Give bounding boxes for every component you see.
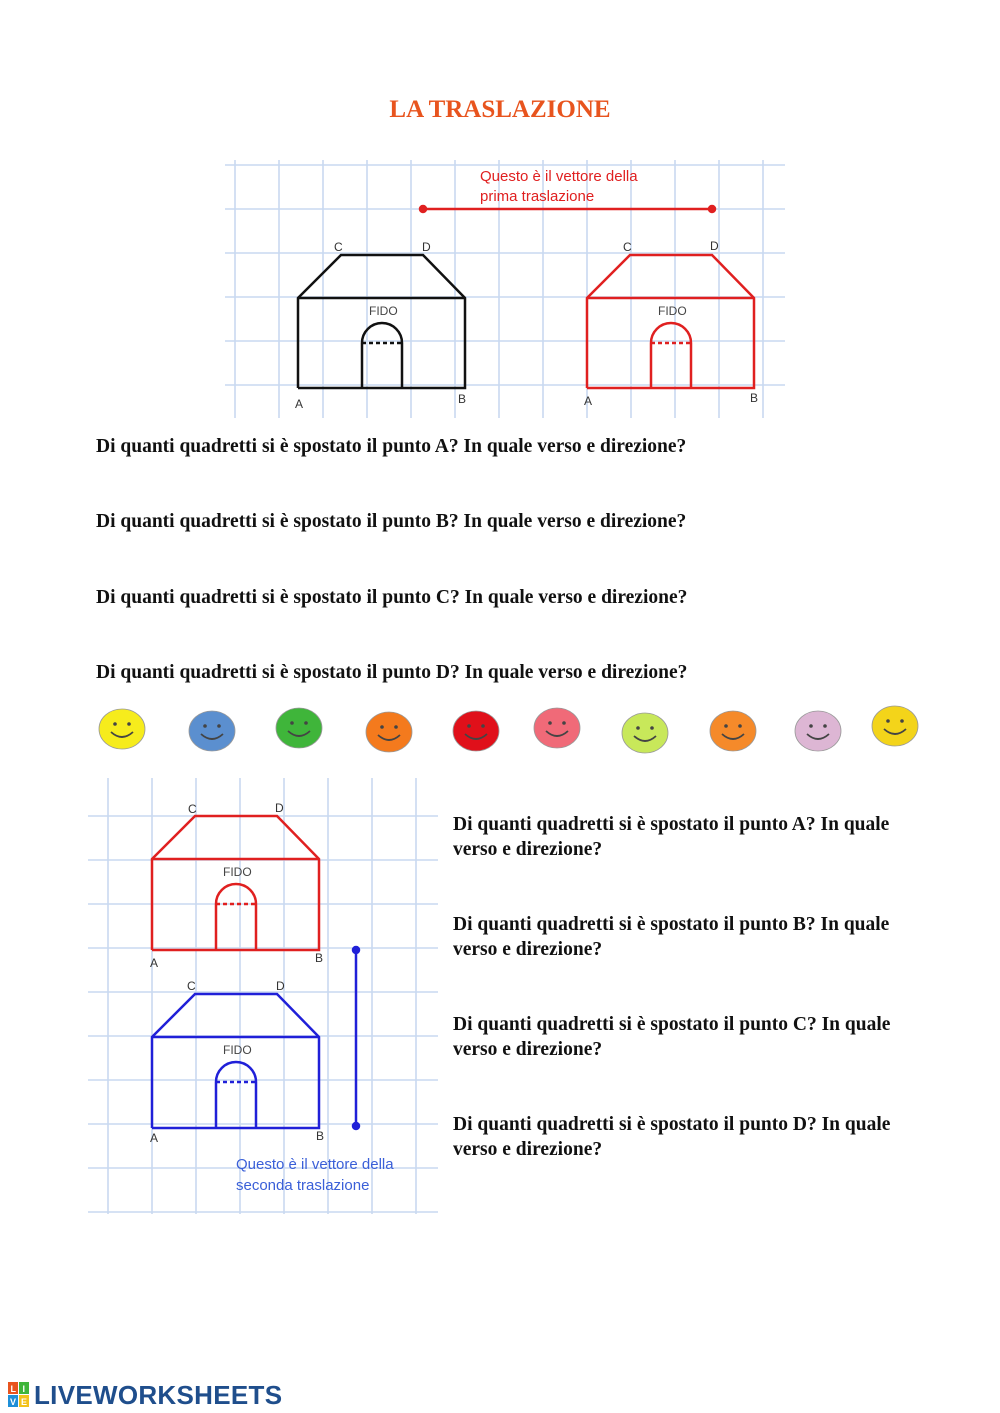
blue-point-d: D — [276, 979, 285, 993]
smiley-row — [0, 700, 1000, 760]
liveworksheets-logo-icon — [8, 1382, 30, 1408]
smiley-face-icon — [622, 713, 668, 753]
translated-house-label: FIDO — [658, 304, 687, 318]
smiley-face-icon — [366, 712, 412, 752]
question-point-a: Di quanti quadretti si è spostato il punto A? In quale verso e direzione? — [96, 436, 687, 457]
translated-point-b: B — [750, 391, 759, 405]
translated-point-a: A — [584, 394, 593, 408]
smiley-face-icon — [189, 711, 235, 751]
question-point-a-second: Di quanti quadretti si è spostato il punto A? In quale verso e direzione? — [453, 814, 890, 860]
smiley-face-icon — [453, 711, 499, 751]
blue-point-b: B — [316, 1129, 325, 1143]
original-point-b: B — [458, 392, 467, 406]
original-point-d: D — [422, 240, 431, 254]
translated-point-d: D — [710, 239, 719, 253]
original-house-label: FIDO — [369, 304, 398, 318]
logo-letter-e: E — [21, 1397, 28, 1407]
question-point-c-second: Di quanti quadretti si è spostato il punto C? In quale verso e direzione? — [453, 1014, 891, 1060]
vector-note-line-1: Questo è il vettore della — [236, 1156, 394, 1173]
blue-point-c: C — [187, 979, 196, 993]
smiley-face-icon — [534, 708, 580, 748]
liveworksheets-brand — [8, 1378, 282, 1412]
red-point-a: A — [150, 956, 159, 970]
logo-letter-v: V — [10, 1397, 17, 1407]
question-point-b-second: Di quanti quadretti si è spostato il punto B? In quale verso e direzione? — [453, 914, 890, 960]
question-point-b: Di quanti quadretti si è spostato il punto B? In quale verso e direzione? — [96, 511, 687, 532]
vector-note-line-2: seconda traslazione — [236, 1177, 370, 1194]
smiley-face-icon — [710, 711, 756, 751]
red-point-d: D — [275, 801, 284, 815]
liveworksheets-wordmark: LIVEWORKSHEETS — [34, 1379, 283, 1410]
vector-note-line-1: Questo è il vettore della — [480, 168, 638, 185]
red-house-label: FIDO — [223, 865, 252, 879]
original-point-c: C — [334, 240, 343, 254]
red-point-c: C — [188, 802, 197, 816]
original-point-a: A — [295, 397, 304, 411]
smiley-face-icon — [276, 708, 322, 748]
question-point-d: Di quanti quadretti si è spostato il punto D? In quale verso e direzione? — [96, 662, 688, 683]
smiley-face-icon — [872, 706, 918, 746]
blue-point-a: A — [150, 1131, 159, 1145]
smiley-face-icon — [795, 711, 841, 751]
vector-note-line-2: prima traslazione — [480, 188, 595, 205]
logo-letter-i: I — [22, 1384, 26, 1394]
translated-point-c: C — [623, 240, 632, 254]
blue-house-label: FIDO — [223, 1043, 252, 1057]
question-point-d-second: Di quanti quadretti si è spostato il punto D? In quale verso e direzione? — [453, 1114, 891, 1160]
smiley-face-icon — [99, 709, 145, 749]
question-point-c: Di quanti quadretti si è spostato il punto C? In quale verso e direzione? — [96, 587, 688, 608]
logo-letter-l: L — [10, 1384, 16, 1394]
red-point-b: B — [315, 951, 324, 965]
figure-first-translation — [225, 160, 785, 418]
page-title: LA TRASLAZIONE — [389, 96, 611, 123]
figure-second-translation — [88, 778, 438, 1214]
